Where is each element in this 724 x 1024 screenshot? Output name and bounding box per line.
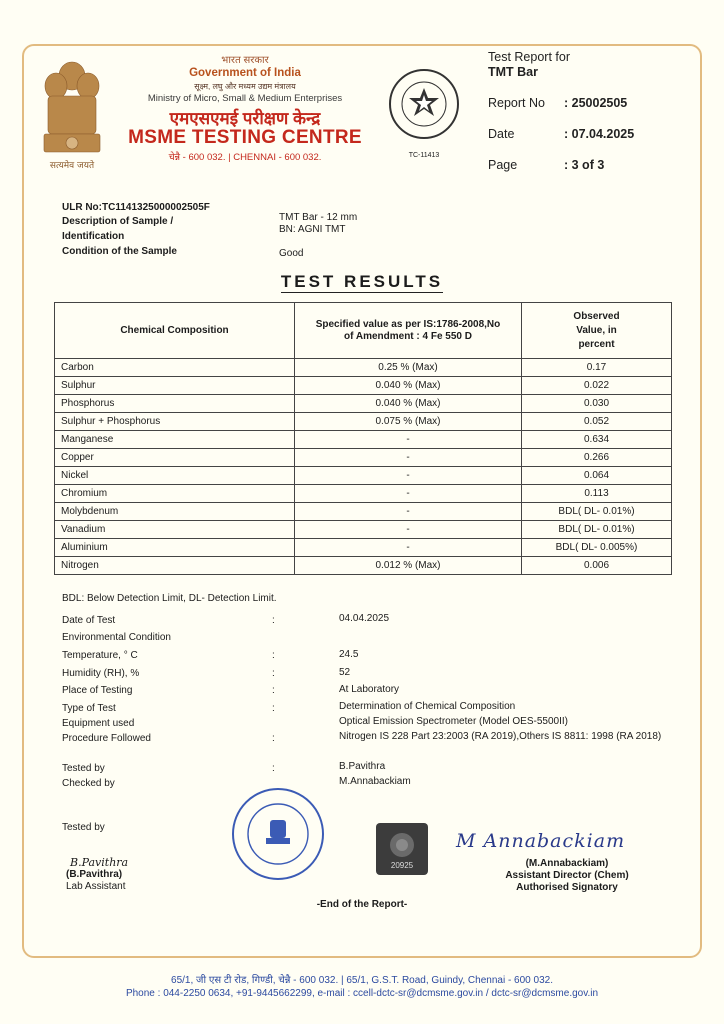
cell-specified: - xyxy=(295,521,522,539)
left-signature-block xyxy=(66,856,128,893)
cell-observed: 0.266 xyxy=(522,449,672,467)
place-of-testing-value: At Laboratory xyxy=(339,684,400,695)
colon: : xyxy=(272,763,275,774)
report-no-value: : 25002505 xyxy=(564,96,628,110)
gov-english: Government of India xyxy=(189,67,301,79)
sign-tested-by-label: Tested by xyxy=(62,822,105,833)
cell-element: Copper xyxy=(55,449,295,467)
accreditation-seal xyxy=(386,64,462,159)
table-row xyxy=(55,503,672,521)
header-observed-value: Observed Value, in percent xyxy=(522,303,672,359)
ministry-hindi: सूक्ष्म, लघु और मध्यम उद्यम मंत्रालय xyxy=(194,82,296,91)
type-of-test-value: Determination of Chemical Composition xyxy=(339,701,516,712)
table-row xyxy=(55,539,672,557)
condition-label: Condition of the Sample xyxy=(62,246,177,257)
tested-by-value: B.Pavithra xyxy=(339,761,386,772)
table-row xyxy=(55,467,672,485)
right-role: Authorised Signatory xyxy=(516,882,618,893)
cell-element: Sulphur + Phosphorus xyxy=(55,413,295,431)
cell-specified: 0.012 % (Max) xyxy=(295,557,522,575)
checked-by-label: Checked by xyxy=(62,778,115,789)
cell-observed: 0.022 xyxy=(522,377,672,395)
cell-element: Nickel xyxy=(55,467,295,485)
cell-element: Nitrogen xyxy=(55,557,295,575)
report-title-line1: Test Report for xyxy=(488,50,570,64)
condition-value: Good xyxy=(279,248,304,259)
cell-specified: - xyxy=(295,449,522,467)
report-title-line2: TMT Bar xyxy=(488,65,538,79)
emblem-motto: सत्यमेव जयते xyxy=(49,161,95,171)
left-signature: B.Pavithra xyxy=(70,856,129,869)
cell-specified: - xyxy=(295,467,522,485)
left-name: (B.Pavithra) xyxy=(66,869,123,880)
right-name: (M.Annabackiam) xyxy=(525,858,609,869)
table-row xyxy=(55,431,672,449)
report-title xyxy=(488,50,570,80)
checked-by-value: M.Annabackiam xyxy=(339,776,411,787)
tc-number: TC-11413 xyxy=(408,152,440,159)
cell-observed: 0.064 xyxy=(522,467,672,485)
page-value: : 3 of 3 xyxy=(564,158,605,172)
right-signature: M Annabackiam xyxy=(456,830,626,852)
cell-element: Vanadium xyxy=(55,521,295,539)
bdl-note: BDL: Below Detection Limit, DL- Detection Limit. xyxy=(62,593,277,604)
cell-specified: 0.040 % (Max) xyxy=(295,395,522,413)
procedure-label: Procedure Followed xyxy=(62,733,151,744)
hologram-sticker xyxy=(376,823,428,875)
results-title: TEST RESULTS xyxy=(280,272,444,291)
equipment-label: Equipment used xyxy=(62,718,135,729)
cell-observed: BDL( DL- 0.01%) xyxy=(522,503,672,521)
tested-by-label: Tested by xyxy=(62,763,105,774)
report-page-row xyxy=(488,158,604,172)
description-value: TMT Bar - 12 mm xyxy=(279,212,358,223)
procedure-value: Nitrogen IS 228 Part 23:2003 (RA 2019),Others IS 8811: 1998 (RA 2018) xyxy=(339,731,662,742)
colon: : xyxy=(272,650,275,661)
cell-specified: 0.075 % (Max) xyxy=(295,413,522,431)
humidity-label: Humidity (RH), % xyxy=(62,668,140,679)
cell-specified: - xyxy=(295,485,522,503)
cell-observed: 0.030 xyxy=(522,395,672,413)
date-label: Date xyxy=(488,127,515,141)
ministry-english: Ministry of Micro, Small & Medium Enterprises xyxy=(147,93,343,104)
description-label: Description of Sample / xyxy=(62,216,174,227)
cell-observed: BDL( DL- 0.005%) xyxy=(522,539,672,557)
cell-observed: 0.006 xyxy=(522,557,672,575)
page-label: Page xyxy=(488,158,518,172)
footer-address: 65/1, जी एस टी रोड, गिण्डी, चेन्नै - 600 032. | 65/1, G.S.T. Road, Guindy, Chennai - 600 032. xyxy=(171,975,553,986)
cell-observed: 0.17 xyxy=(522,359,672,377)
header-specified-value: Specified value as per IS:1786-2008,No of Amendment : 4 Fe 550 D xyxy=(295,303,522,359)
cell-observed: 0.634 xyxy=(522,431,672,449)
cell-specified: 0.040 % (Max) xyxy=(295,377,522,395)
ulr-number: ULR No:TC1141325000002505F xyxy=(62,202,210,213)
colon: : xyxy=(272,615,275,626)
colon: : xyxy=(272,685,275,696)
footer-contact: Phone : 044-2250 0634, +91-9445662299, e-mail : ccell-dctc-sr@dcmsme.gov.in / dctc-sr@dcmsme.gov.in xyxy=(125,988,599,999)
header-chemical-composition: Chemical Composition xyxy=(55,303,295,359)
cell-observed: 0.113 xyxy=(522,485,672,503)
results-table xyxy=(54,302,672,575)
table-row xyxy=(55,413,672,431)
national-emblem-logo xyxy=(38,54,106,174)
date-of-test-value: 04.04.2025 xyxy=(339,613,390,624)
temperature-value: 24.5 xyxy=(339,649,359,660)
place-of-testing-label: Place of Testing xyxy=(62,685,133,696)
cell-element: Manganese xyxy=(55,431,295,449)
cell-element: Aluminium xyxy=(55,539,295,557)
end-of-report: -End of the Report- xyxy=(316,899,408,910)
cell-specified: - xyxy=(295,503,522,521)
issuer-header xyxy=(120,52,370,163)
batch-value: BN: AGNI TMT xyxy=(279,224,346,235)
table-row xyxy=(55,557,672,575)
table-row xyxy=(55,485,672,503)
colon: : xyxy=(272,703,275,714)
date-value: : 07.04.2025 xyxy=(564,127,635,141)
report-date-row xyxy=(488,127,634,141)
table-row xyxy=(55,395,672,413)
right-signature-block xyxy=(492,858,642,894)
humidity-value: 52 xyxy=(339,667,351,678)
identification-label: Identification xyxy=(62,231,125,242)
report-number-row xyxy=(488,96,627,110)
temperature-label: Temperature, ° C xyxy=(62,650,138,661)
cell-specified: - xyxy=(295,431,522,449)
table-row xyxy=(55,521,672,539)
table-row xyxy=(55,449,672,467)
table-header-row xyxy=(55,303,672,359)
gov-hindi: भारत सरकार xyxy=(221,55,269,66)
table-row xyxy=(55,359,672,377)
cell-specified: 0.25 % (Max) xyxy=(295,359,522,377)
cell-element: Carbon xyxy=(55,359,295,377)
cell-observed: BDL( DL- 0.01%) xyxy=(522,521,672,539)
left-designation: Lab Assistant xyxy=(66,881,126,892)
type-of-test-label: Type of Test xyxy=(62,703,116,714)
cell-specified: - xyxy=(295,539,522,557)
table-row xyxy=(55,377,672,395)
cell-observed: 0.052 xyxy=(522,413,672,431)
centre-hindi: एमएसएमई परीक्षण केन्द्र xyxy=(169,109,321,128)
date-of-test-label: Date of Test xyxy=(62,615,116,626)
hologram-number: 20925 xyxy=(390,861,414,870)
right-designation: Assistant Director (Chem) xyxy=(505,870,629,881)
cell-element: Chromium xyxy=(55,485,295,503)
cell-element: Phosphorus xyxy=(55,395,295,413)
env-condition-label: Environmental Condition xyxy=(62,632,171,643)
colon: : xyxy=(272,668,275,679)
cell-element: Sulphur xyxy=(55,377,295,395)
colon: : xyxy=(272,733,275,744)
centre-english: MSME TESTING CENTRE xyxy=(128,127,362,148)
report-no-label: Report No xyxy=(488,96,545,110)
header-address: चेन्नै - 600 032. | CHENNAI - 600 032. xyxy=(168,152,322,163)
cell-element: Molybdenum xyxy=(55,503,295,521)
round-stamp xyxy=(230,786,326,882)
equipment-value: Optical Emission Spectrometer (Model OES-5500II) xyxy=(339,716,568,727)
